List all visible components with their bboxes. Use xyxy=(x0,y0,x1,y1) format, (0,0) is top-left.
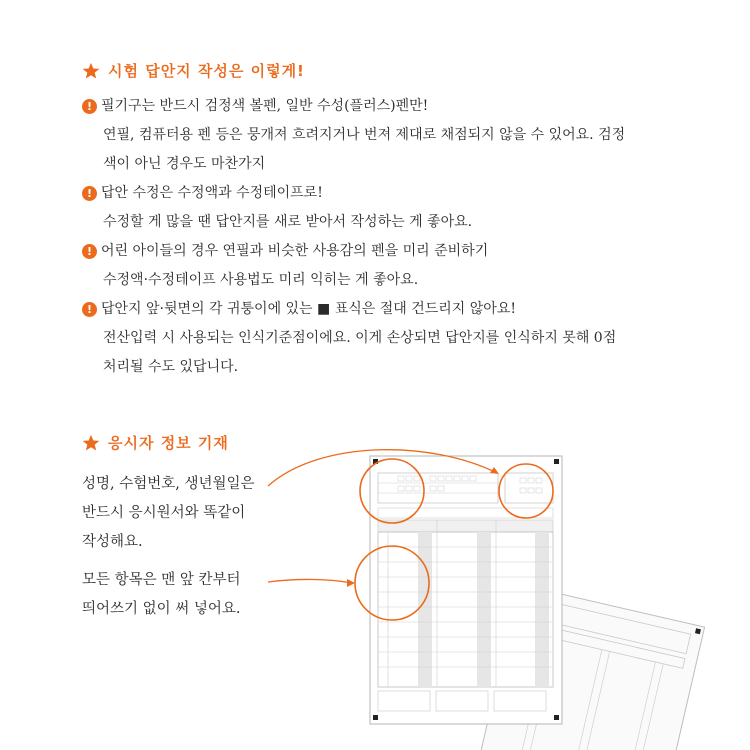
arrow-head xyxy=(347,579,355,587)
answer-sheet-front xyxy=(370,456,562,724)
tip-detail: 처리될 수도 있답니다. xyxy=(103,359,239,375)
tip-detail: 연필, 컴퓨터용 펜 등은 뭉개져 흐려지거나 번져 제대로 채점되지 않을 수 있어요. 검정 xyxy=(103,127,626,143)
tip-title: 답안 수정은 수정액과 수정테이프로! xyxy=(101,185,323,201)
exclamation-icon: ! xyxy=(82,302,97,317)
tip-detail: 수정할 게 많을 땐 답안지를 새로 받아서 작성하는 게 좋아요. xyxy=(103,214,473,230)
tip-title: 답안지 앞·뒷면의 각 귀퉁이에 있는 ■ 표식은 절대 건드리지 않아요! xyxy=(101,301,516,317)
info-line: 띄어쓰기 없이 써 넣어요. xyxy=(82,601,241,617)
info-line: 성명, 수험번호, 생년월일은 xyxy=(82,476,255,492)
info-line: 반드시 응시원서와 똑같이 xyxy=(82,505,246,521)
tip-detail: 전산입력 시 사용되는 인식기준점이에요. 이게 손상되면 답안지를 인식하지 못해 0점 xyxy=(103,330,617,346)
info-line: 작성해요. xyxy=(82,534,143,550)
exclamation-icon: ! xyxy=(82,244,97,259)
tip-title: 어린 아이들의 경우 연필과 비슷한 사용감의 펜을 미리 준비하기 xyxy=(101,243,489,259)
tip-detail: 색이 아닌 경우도 마찬가지 xyxy=(103,156,266,172)
exclamation-icon: ! xyxy=(82,186,97,201)
arrow-to-column xyxy=(268,579,352,583)
info-heading-text: 응시자 정보 기재 xyxy=(108,434,229,452)
tip-detail: 수정액·수정테이프 사용법도 미리 익히는 게 좋아요. xyxy=(103,272,419,288)
tips-heading-text: 시험 답안지 작성은 이렇게! xyxy=(108,62,305,80)
tip-title: 필기구는 반드시 검정색 볼펜, 일반 수성(플러스)펜만! xyxy=(101,98,429,114)
exclamation-icon: ! xyxy=(82,99,97,114)
info-line: 모든 항목은 맨 앞 칸부터 xyxy=(82,572,241,588)
